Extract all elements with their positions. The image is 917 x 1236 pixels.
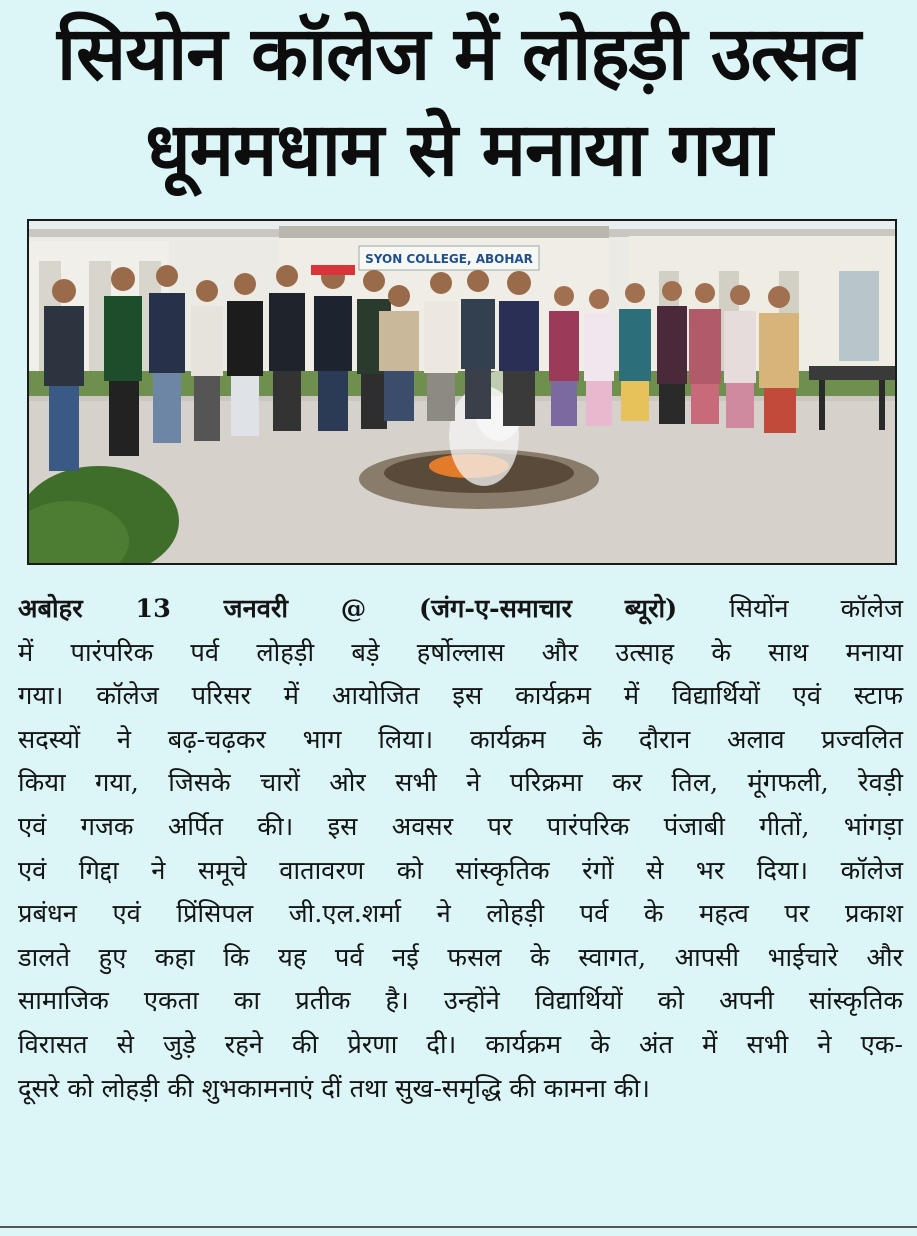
article-line: में पारंपरिक पर्व लोहड़ी बड़े हर्षोल्लास और उत्साह के साथ मनाया <box>18 637 903 668</box>
article-line: सदस्यों ने बढ़-चढ़कर भाग लिया। कार्यक्रम के दौरान अलाव प्रज्वलित <box>18 724 903 755</box>
article-line-1 <box>18 588 903 632</box>
article-line: सामाजिक एकता का प्रतीक है। उन्होंने विद्यार्थियों को अपनी सांस्कृतिक <box>18 986 903 1017</box>
college-signboard: SYON COLLEGE, ABOHAR <box>365 252 533 266</box>
article-line: दूसरे को लोहड़ी की शुभकामनाएं दीं तथा सुख-समृद्धि की कामना की। <box>18 1073 650 1104</box>
dateline: अबोहर 13 जनवरी @ (जंग-ए-समाचार ब्यूरो) <box>18 594 678 624</box>
headline-line-2: धूममधाम से मनाया गया <box>145 107 772 193</box>
article-line: किया गया, जिसके चारों ओर सभी ने परिक्रमा कर तिल, मूंगफली, रेवड़ी <box>18 768 903 799</box>
article-line: विरासत से जुड़े रहने की प्रेरणा दी। कार्यक्रम के अंत में सभी ने एक- <box>18 1029 903 1060</box>
article-line: प्रबंधन एवं प्रिंसिपल जी.एल.शर्मा ने लोहड़ी पर्व के महत्व पर प्रकाश <box>18 899 903 930</box>
article-line: डालते हुए कहा कि यह पर्व नई फसल के स्वागत, आपसी भाईचारे और <box>18 942 903 973</box>
headline <box>0 6 917 198</box>
article-line: गया। कॉलेज परिसर में आयोजित इस कार्यक्रम में विद्यार्थियों एवं स्टाफ <box>18 681 903 712</box>
bottom-rule <box>0 1226 917 1228</box>
photo-illustration <box>29 221 895 563</box>
headline-line-1: सियोन कॉलेज में लोहड़ी उत्सव <box>57 11 860 97</box>
article-body <box>18 588 903 1111</box>
article-line: एवं गजक अर्पित की। इस अवसर पर पारंपरिक पंजाबी गीतों, भांगड़ा <box>18 811 903 842</box>
article-line: एवं गिद्दा ने समूचे वातावरण को सांस्कृतिक रंगों से भर दिया। कॉलेज <box>18 855 903 886</box>
news-photo <box>27 219 897 565</box>
article-text: सियोंन कॉलेज <box>729 594 903 624</box>
